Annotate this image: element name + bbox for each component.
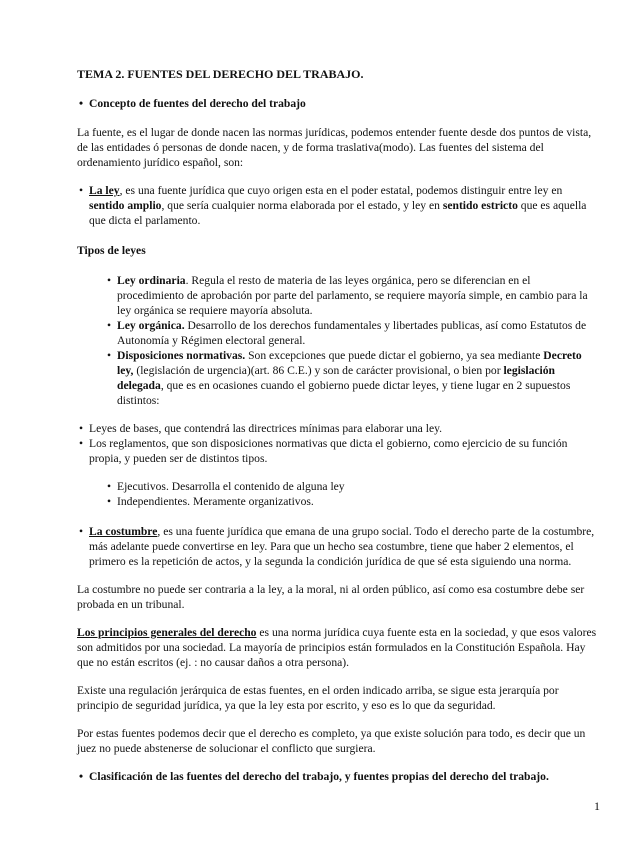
- list-item-costumbre: [77, 524, 597, 569]
- costumbre-limits-paragraph: La costumbre no puede ser contraria a la ley, a la moral, ni al orden público, así como esa costumbre debe ser probada en un tribunal.: [77, 583, 585, 611]
- document-body: [77, 67, 597, 798]
- list-item: • Los reglamentos, que son disposiciones normativas que dicta el gobierno, como ejercicio de su función propia, y pueden ser de distintos tipos.: [77, 436, 597, 466]
- sentido-estricto: sentido estricto: [442, 199, 518, 212]
- ley-text-2: , que sería cualquier norma elaborada por el estado, y ley en: [161, 199, 443, 212]
- document-title: TEMA 2. FUENTES DEL DERECHO DEL TRABAJO.: [77, 67, 364, 81]
- tipos-heading-text: Tipos de leyes: [77, 244, 146, 257]
- legislacion-delegada-term: legislación delegada: [117, 364, 555, 392]
- list-item: [107, 273, 597, 318]
- disposiciones-term: Disposiciones normativas.: [117, 349, 246, 362]
- disposiciones-text-3: , que es en ocasiones cuando el gobierno puede dictar leyes, y tiene lugar en 2 supuestos distintos:: [117, 379, 571, 407]
- principios-text: es una norma jurídica cuya fuente esta en la sociedad, y que esos valores son admitidos por una sociedad. La mayoría de principios están formulados en la Constitución Española. Hay que no están escritos (ej. : no causar daños a otra persona).: [77, 626, 597, 669]
- list-item: • Leyes de bases, que contendrá las directrices mínimas para elaborar una ley.: [77, 421, 597, 436]
- disposiciones-text-1: Son excepciones que puede dictar el gobierno, ya sea mediante: [245, 349, 544, 362]
- tipo-text: Desarrollo de los derechos fundamentales y libertades publicas, así como Estatutos de Autonomía y Régimen electoral general.: [117, 319, 587, 347]
- list-item-ley: [77, 183, 597, 228]
- page-number: 1: [594, 799, 600, 813]
- ley-text-3: que es aquella que dicta el parlamento.: [89, 199, 587, 227]
- tipo-text: . Regula el resto de materia de las leyes orgánica, pero se diferencian en el procedimiento de aprobación por parte del parlamento, se requiere mayoría simple, en cambio para la ley orgánica se requiere mayoría absoluta.: [117, 274, 588, 317]
- costumbre-term: La costumbre: [89, 525, 158, 538]
- section-heading-concepto: • Concepto de fuentes del derecho del trabajo: [77, 96, 597, 111]
- completo-paragraph: Por estas fuentes podemos decir que el derecho es completo, ya que existe solución para todo, es decir que un juez no puede abstenerse de solucionar el conflicto que surgiera.: [77, 727, 586, 755]
- sentido-amplio: sentido amplio: [89, 199, 162, 212]
- tipos-heading: [77, 243, 597, 258]
- principios-paragraph: [77, 625, 597, 670]
- ley-list: [77, 183, 597, 228]
- section-concepto: [77, 96, 597, 111]
- principios-term: Los principios generales del derecho: [77, 626, 257, 639]
- ley-term: La ley: [89, 184, 120, 197]
- list-item: • Independientes. Meramente organizativos.: [107, 494, 597, 509]
- costumbre-text: , es una fuente jurídica que emana de una grupo social. Todo el derecho parte de la costumbre, más adelante puede convertirse en ley. Para que un hecho sea costumbre, tiene que haber 2 elementos, el primero es la repetición de actos, y la segunda la condición jurídica de que sé esta siguiendo una norma.: [89, 525, 595, 568]
- list-item: • Ejecutivos. Desarrolla el contenido de alguna ley: [107, 479, 597, 494]
- jerarquia-paragraph: Existe una regulación jerárquica de estas fuentes, en el orden indicado arriba, se sigue esta jerarquía por principio de seguridad jurídica, ya que la ley esta por escrito, y eso es lo que da seguridad.: [77, 684, 559, 712]
- costumbre-list: [77, 524, 597, 569]
- supuestos-list: [77, 421, 597, 466]
- ley-text-1: , es una fuente jurídica que cuyo origen esta en el poder estatal, podemos distinguir entre ley en: [119, 184, 563, 197]
- tipos-list: [107, 273, 597, 408]
- list-item: [107, 318, 597, 348]
- decreto-ley-term: Decreto ley,: [117, 349, 582, 377]
- section-clasificacion: [77, 769, 597, 784]
- list-item-disposiciones: [107, 348, 597, 408]
- disposiciones-text-2: (legislación de urgencia)(art. 86 C.E.) y son de carácter provisional, o bien por: [133, 364, 504, 377]
- intro-paragraph: La fuente, es el lugar de donde nacen las normas jurídicas, podemos entender fuente desde dos puntos de vista, de las entidades ó personas de donde nacen, y de forma traslativa(modo). Las fuentes del sistema del ordenamiento jurídico español, son:: [77, 126, 592, 169]
- tipo-term: Ley orgánica.: [117, 319, 185, 332]
- reglamentos-list: [107, 479, 597, 509]
- tipo-term: Ley ordinaria: [117, 274, 186, 287]
- section-heading-clasificacion: • Clasificación de las fuentes del derecho del trabajo, y fuentes propias del derecho del trabajo.: [77, 769, 597, 784]
